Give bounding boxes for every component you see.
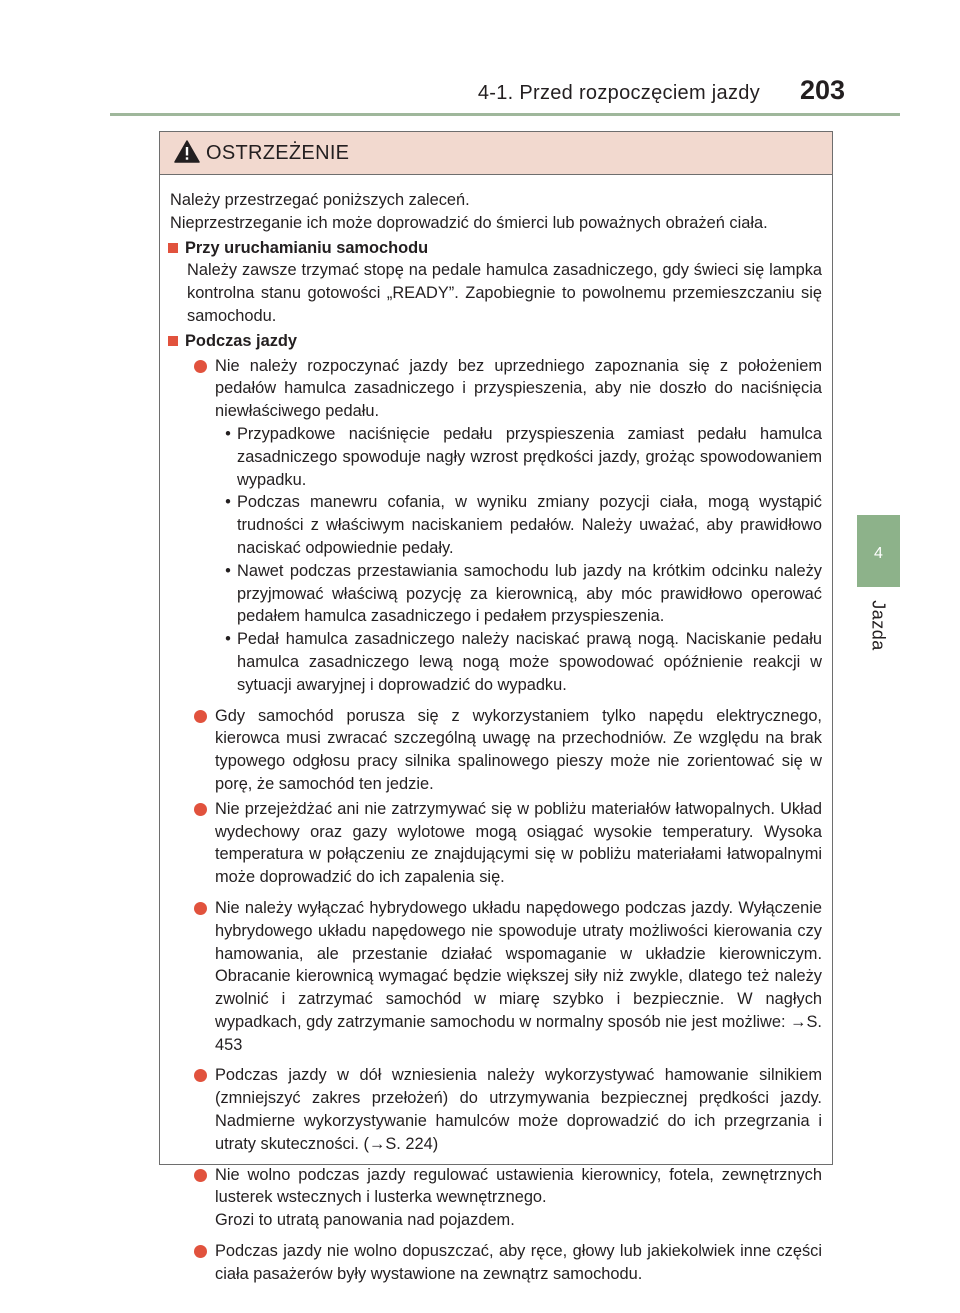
section-heading	[170, 237, 822, 260]
chapter-label: Jazda	[868, 600, 889, 651]
bullet-dot-icon	[194, 360, 207, 373]
warning-body	[160, 175, 832, 1286]
sub-list-item-text: Przypadkowe naciśnięcie pedału przyspieszenia zamiast pedału hamulca zasadniczego spowoduje nagły wzrost prędkości jazdy, grożąc spowodowaniem wypadku.	[237, 424, 822, 489]
section-text: Należy zawsze trzymać stopę na pedale hamulca zasadniczego, gdy świeci się lampka kontrolna stanu gotowości „READY”. Zapobiegnie to powolnemu przemieszczaniu się samochodu.	[187, 261, 822, 325]
list-item	[194, 1240, 822, 1286]
bullet-dot-icon	[194, 803, 207, 816]
sub-list-item-text: Podczas manewru cofania, w wyniku zmiany pozycji ciała, mogą wystąpić trudności z właściwym naciskaniem pedałów. Należy uważać, aby prawidłowo naciskać odpowiednie pedały.	[237, 493, 822, 557]
list-item	[194, 897, 822, 1057]
list-item	[194, 798, 822, 889]
warning-box	[159, 131, 833, 1283]
intro-line: Nieprzestrzeganie ich może doprowadzić do śmierci lub poważnych obrażeń ciała.	[170, 213, 768, 232]
list-item	[194, 355, 822, 697]
list-item-text: Podczas jazdy w dół wzniesienia należy wykorzystywać hamowanie silnikiem (zmniejszyć zakres przełożeń) do utrzymywania bezpiecznej prędkości jazdy. Nadmierne wykorzystywanie hamulców może doprowadzić do ich przegrzania i utraty skuteczności. (→S. 224)	[215, 1066, 822, 1153]
sub-list-item-text: Pedał hamulca zasadniczego należy naciskać prawą nogą. Naciskanie pedału hamulca zasadniczego lewą nogą może spowodować opóźnienie reakcji w sytuacji awaryjnej i doprowadzić do wypadku.	[237, 630, 822, 694]
warning-header	[160, 132, 832, 175]
bullet-dot-icon	[194, 1069, 207, 1082]
bullet-dot-icon	[194, 710, 207, 723]
bullet-dot-icon	[194, 1169, 207, 1182]
sub-bullet-icon: •	[225, 561, 231, 580]
list-item-text: Nie przejeżdżać ani nie zatrzymywać się w pobliżu materiałów łatwopalnych. Układ wydechowy oraz gazy wylotowe mogą osiągać wysokie temperatury. Wysoka temperatura w połączeniu ze znajdującymi się w pobliżu materiałami łatwopalnymi może doprowadzić do ich zapalenia się.	[215, 799, 822, 887]
sub-bullet-icon: •	[225, 424, 231, 443]
sub-list-item	[215, 423, 822, 491]
section-heading-text: Podczas jazdy	[185, 331, 298, 350]
sub-list-item	[215, 628, 822, 696]
list-item-text: Podczas jazdy nie wolno dopuszczać, aby ręce, głowy lub jakiekolwiek inne części ciała pasażerów były wystawione na zewnątrz samochodu.	[215, 1242, 822, 1283]
square-bullet-icon	[168, 243, 178, 253]
sub-bullet-icon: •	[225, 630, 231, 649]
list-item	[194, 1164, 822, 1232]
chapter-tab[interactable]	[857, 515, 900, 587]
chapter-number: 4	[874, 545, 883, 562]
intro-line: Należy przestrzegać poniższych zaleceń.	[170, 191, 470, 209]
list-item-text: Grozi to utratą panowania nad pojazdem.	[215, 1211, 515, 1230]
list-item-text: Nie wolno podczas jazdy regulować ustawienia kierownicy, fotela, zewnętrznych lusterek wstecznych i lusterka wewnętrznego.	[215, 1165, 822, 1207]
section-heading	[170, 330, 822, 353]
square-bullet-icon	[168, 336, 178, 346]
section-heading-text: Przy uruchamianiu samochodu	[185, 238, 429, 257]
sub-list-item-text: Nawet podczas przestawiania samochodu lub jazdy na krótkim odcinku należy przyjmować właściwą pozycję za kierownicą, aby móc prawidłowo operować pedałem hamulca zasadniczego i pedałem przyspieszenia.	[237, 561, 822, 626]
section-title: 4-1. Przed rozpoczęciem jazdy	[477, 82, 760, 104]
list-item-text: Nie należy rozpoczynać jazdy bez uprzedniego zapoznania się z położeniem pedałów hamulca zasadniczego i przyspieszenia, aby nie doszło do naciśnięcia niewłaściwego pedału.	[215, 356, 822, 421]
sub-bullet-icon: •	[225, 493, 231, 512]
bullet-dot-icon	[194, 902, 207, 915]
bullet-dot-icon	[194, 1245, 207, 1258]
sub-list-item	[215, 491, 822, 559]
header-rule	[110, 113, 900, 116]
sub-list-item	[215, 560, 822, 628]
list-item-text: Nie należy wyłączać hybrydowego układu napędowego podczas jazdy. Wyłączenie hybrydowego układu napędowego nie spowoduje utraty możliwości kierowania czy hamowania, ale przestanie działać wspomaganie w układzie kierowniczym. Obracanie kierownicą wymagać będzie większej siły niż zwykle, dlatego też należy zwolnić i zatrzymać samochód w miarę szybko i bezpiecznie. W nagłych wypadkach, gdy zatrzymanie samochodu w normalny sposób nie jest możliwe: →S. 453	[215, 898, 822, 1054]
warning-title: OSTRZEŻENIE	[206, 142, 350, 164]
list-item	[194, 1064, 822, 1155]
list-item	[194, 705, 822, 796]
warning-triangle-icon	[174, 140, 200, 163]
page-number: 203	[799, 75, 845, 105]
list-item-text: Gdy samochód porusza się z wykorzystaniem tylko napędu elektrycznego, kierowca musi zwracać szczególną uwagę na przechodniów. Ze względu na brak typowego odgłosu pracy silnika spalinowego pieszy może nie zorientować się w porę, że samochód ten jedzie.	[215, 706, 822, 793]
